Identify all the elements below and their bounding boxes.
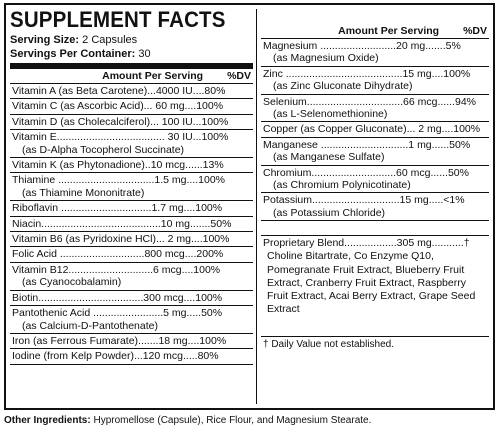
nutrient-row [10,158,253,173]
nutrient-row [261,193,489,221]
nutrient-source: (as Potassium Chloride) [273,206,386,219]
nutrient-line: Selenium.................................66 mcg......94% [263,95,476,108]
nutrient-row [261,122,489,137]
proprietary-blend-main: Proprietary Blend..................305 mg...........† [263,237,470,250]
nutrient-line: Zinc ........................................15 mg....100% [263,67,471,80]
supplement-facts-panel [4,3,495,410]
nutrient-line: Thiamine .................................1.5 mg....100% [12,174,225,187]
panel-title: SUPPLEMENT FACTS [10,7,226,32]
nutrient-line: Riboflavin ...............................1.7 mg....100% [12,202,223,215]
nutrient-line: Iron (as Ferrous Fumarate).......18 mg....100% [12,334,227,347]
daily-value-note: † Daily Value not established. [263,338,395,350]
nutrient-source: (as Chromium Polynicotinate) [273,179,411,192]
other-ingredients-label: Other Ingredients: [4,415,91,426]
nutrient-line: Vitamin D (as Cholecalciferol)... 100 IU...100% [12,115,229,128]
nutrient-row [10,334,253,349]
nutrient-source: (as Calcium-D-Pantothenate) [22,319,158,332]
amount-header: Amount Per Serving [102,70,204,82]
right-column-header [261,25,489,38]
nutrient-line: Biotin....................................300 mcg....100% [12,291,223,304]
right-column [261,5,489,353]
proprietary-blend-ingredients: Choline Bitartrate, Co Enzyme Q10, Pomegranate Fruit Extract, Blueberry Fruit Extract, Cranberry Fruit Extract, Raspberry Fruit Extract, Acai Berry Extract, Grape Seed Extract [267,250,476,316]
nutrient-row [261,166,489,194]
nutrient-line: Vitamin C (as Ascorbic Acid)... 60 mg....100% [12,100,224,113]
servings-label: Servings Per Container: [10,48,136,60]
serving-size-value: 2 Capsules [82,34,138,46]
serving-size-label: Serving Size: [10,34,80,46]
nutrient-row [10,349,253,364]
nutrient-line: Vitamin E..................................... 30 IU...100% [12,131,229,144]
nutrient-row [10,263,253,291]
nutrient-source: (as Zinc Gluconate Dihydrate) [273,80,413,93]
nutrient-row [10,130,253,158]
nutrient-line: Chromium.............................60 mcg......50% [263,166,469,179]
nutrient-source: (as Cyanocobalamin) [22,276,122,289]
nutrient-source: (as D-Alpha Tocopherol Succinate) [22,143,185,156]
nutrient-source: (as Manganese Sulfate) [273,151,385,164]
nutrient-line: Iodine (from Kelp Powder)...120 mcg.....80% [12,350,219,363]
nutrient-row [261,39,489,67]
nutrient-row [10,99,253,114]
left-nutrient-list [10,83,253,365]
nutrient-line: Vitamin A (as Beta Carotene)...4000 IU....80% [12,85,226,97]
nutrient-row [261,138,489,166]
nutrient-row [10,306,253,334]
proprietary-blend [261,236,489,317]
serving-size [10,33,253,47]
nutrient-row [261,67,489,95]
nutrient-source: (as Magnesium Oxide) [273,52,379,65]
nutrient-row [261,95,489,123]
nutrient-source: (as L-Selenomethionine) [273,108,388,121]
nutrient-line: Manganese ..............................1 mg......50% [263,138,471,151]
nutrient-row [10,291,253,306]
nutrient-line: Magnesium ..........................20 mg.......5% [263,40,461,52]
nutrient-line: Vitamin K (as Phytonadione)..10 mcg......13% [12,159,224,172]
dv-header: %DV [227,70,251,82]
nutrient-line: Pantothenic Acid ........................5 mg.....50% [12,307,223,320]
dv-header: %DV [463,25,487,37]
left-column [10,5,253,365]
nutrient-line: Folic Acid .............................800 mcg....200% [12,248,224,261]
other-ingredients [4,415,371,426]
nutrient-row [10,115,253,130]
nutrient-row [10,247,253,262]
column-divider [256,9,257,404]
other-ingredients-value: Hypromellose (Capsule), Rice Flour, and Magnesium Stearate. [93,415,372,426]
amount-header: Amount Per Serving [338,25,440,37]
nutrient-row [10,201,253,216]
right-nutrient-list [261,38,489,221]
nutrient-row [10,217,253,232]
nutrient-row [10,232,253,247]
spacer-rule [261,221,489,236]
thick-rule [10,63,253,69]
nutrient-line: Potassium..............................15 mg.....<1% [263,194,465,207]
nutrient-line: Niacin.........................................10 mg.......50% [12,217,232,230]
left-column-header [10,70,253,83]
servings-per-container [10,47,253,61]
nutrient-line: Vitamin B12.............................6 mcg....100% [12,263,221,276]
nutrient-source: (as Thiamine Mononitrate) [22,186,145,199]
nutrient-line: Copper (as Copper Gluconate)... 2 mg....100% [263,123,481,136]
nutrient-row [10,84,253,99]
servings-value: 30 [138,48,151,60]
nutrient-line: Vitamin B6 (as Pyridoxine HCl)... 2 mg....100% [12,233,230,246]
nutrient-row [10,173,253,201]
